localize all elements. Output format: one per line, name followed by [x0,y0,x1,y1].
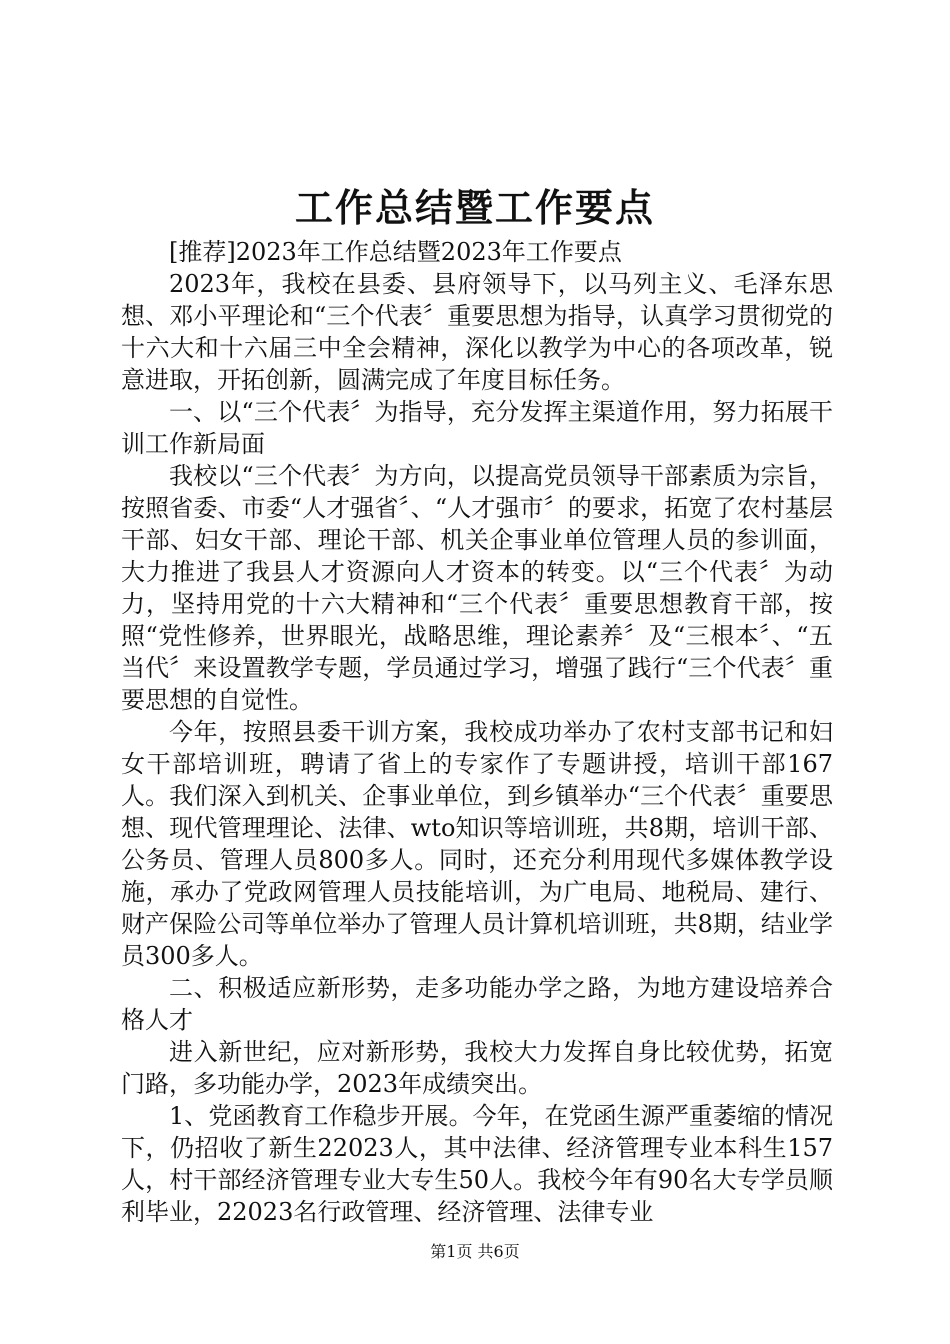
paragraph: 1、党函教育工作稳步开展。今年，在党函生源严重萎缩的情况下，仍招收了新生22023人，其中法律、经济管理专业本科生157人，村干部经济管理专业大专生50人。我校今年有90名大专学员顺利毕业，22023名行政管理、经济管理、法律专业 [121,1102,833,1226]
paragraph: 今年，按照县委干训方案，我校成功举办了农村支部书记和妇女干部培训班，聘请了省上的专家作了专题讲授，培训干部167人。我们深入到机关、企事业单位，到乡镇举办“三个代表〞重要思想、现代管理理论、法律、wto知识等培训班，共8期，培训干部、公务员、管理人员800多人。同时，还充分利用现代多媒体教学设施，承办了党政网管理人员技能培训，为广电局、地税局、建行、财产保险公司等单位举办了管理人员计算机培训班，共8期，结业学员300多人。 [121,718,833,970]
document-title: 工作总结暨工作要点 [294,185,655,230]
section-heading: 二、积极适应新形势，走多功能办学之路，为地方建设培养合格人才 [121,974,833,1034]
paragraph: 2023年，我校在县委、县府领导下，以马列主义、毛泽东思想、邓小平理论和“三个代表〞重要思想为指导，认真学习贯彻党的十六大和十六届三中全会精神，深化以教学为中心的各项改革，锐意进取，开拓创新，圆满完成了年度目标任务。 [121,270,833,394]
paragraph: 进入新世纪，应对新形势，我校大力发挥自身比较优势，拓宽门路，多功能办学，2023年成绩突出。 [121,1038,833,1098]
section-heading: 一、以“三个代表〞为指导，充分发挥主渠道作用，努力拓展干训工作新局面 [121,398,833,458]
document-body [121,236,833,1228]
paragraph: 我校以“三个代表〞为方向，以提高党员领导干部素质为宗旨，按照省委、市委“人才强省〞、“人才强市〞的要求，拓宽了农村基层干部、妇女干部、理论干部、机关企事业单位管理人员的参训面，大力推进了我县人才资源向人才资本的转变。以“三个代表〞为动力，坚持用党的十六大精神和“三个代表〞重要思想教育干部，按照“党性修养，世界眼光，战略思维，理论素养〞及“三根本〞、“五当代〞来设置教学专题，学员通过学习，增强了践行“三个代表〞重要思想的自觉性。 [121,462,833,714]
paragraph: [推荐]2023年工作总结暨2023年工作要点 [169,238,622,266]
page-footer: 第1页 共6页 [430,1242,520,1261]
